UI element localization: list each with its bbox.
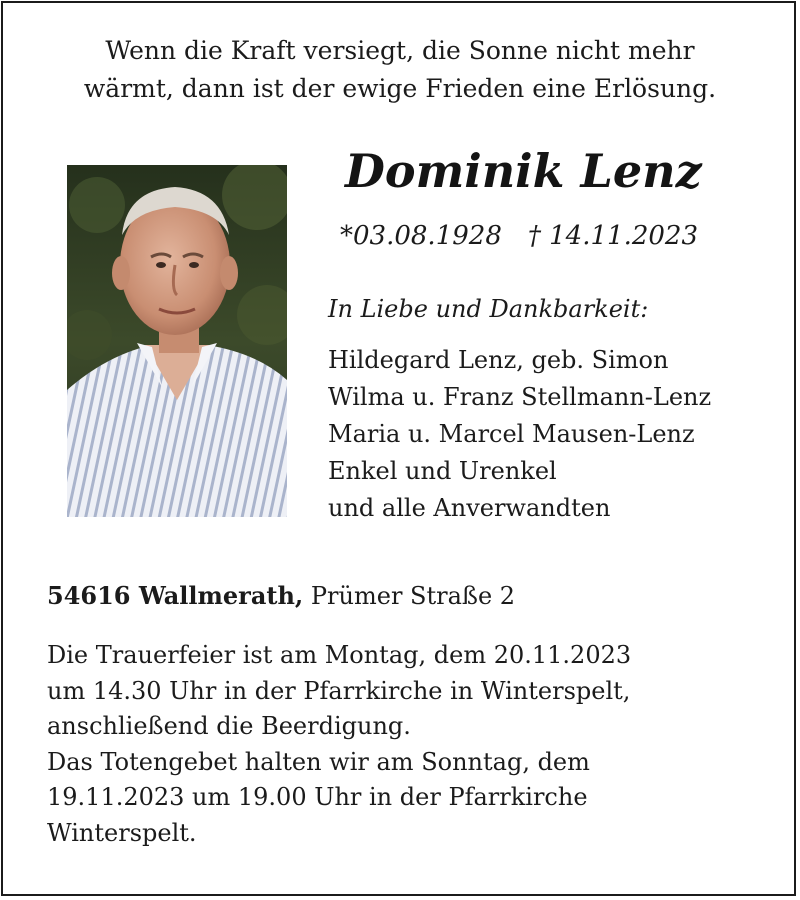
- birth-date: *03.08.1928: [340, 221, 502, 251]
- motto-line: wärmt, dann ist der ewige Frieden eine Erlösung.: [83, 74, 717, 103]
- service-line: um 14.30 Uhr in der Pfarrkirche in Winterspelt,: [47, 676, 631, 705]
- mourner: Maria u. Marcel Mausen-Lenz: [328, 420, 695, 448]
- mourners-list: [328, 342, 711, 527]
- portrait-photo: [67, 165, 287, 517]
- service-line: Das Totengebet halten wir am Sonntag, dem: [47, 747, 590, 776]
- mourner: und alle Anverwandten: [328, 494, 611, 522]
- service-line: Winterspelt.: [47, 818, 197, 847]
- address-postal-city: 54616 Wallmerath,: [47, 581, 304, 610]
- memorial-motto: [40, 32, 760, 108]
- service-line: 19.11.2023 um 19.00 Uhr in der Pfarrkirche: [47, 783, 588, 811]
- service-line: Die Trauerfeier ist am Montag, dem 20.11.2023: [47, 641, 632, 669]
- mourner: Enkel und Urenkel: [328, 457, 557, 485]
- death-date: † 14.11.2023: [527, 221, 699, 251]
- mourner: Hildegard Lenz, geb. Simon: [328, 346, 669, 374]
- address-street: Prümer Straße 2: [310, 582, 516, 610]
- mourner: Wilma u. Franz Stellmann-Lenz: [328, 383, 712, 411]
- service-line: anschließend die Beerdigung.: [47, 712, 411, 740]
- motto-line: Wenn die Kraft versiegt, die Sonne nicht mehr: [105, 36, 695, 65]
- life-dates: [340, 216, 698, 256]
- deceased-name: Dominik Lenz: [345, 144, 702, 198]
- dedication-line: In Liebe und Dankbarkeit:: [328, 295, 649, 323]
- service-info: [47, 638, 767, 851]
- address: [47, 576, 515, 616]
